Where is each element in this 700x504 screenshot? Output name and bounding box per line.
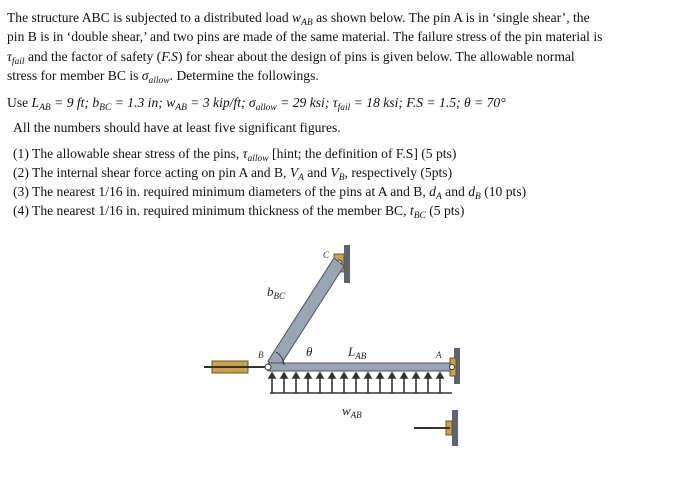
load-arrowhead xyxy=(269,373,275,378)
load-arrowhead xyxy=(389,373,395,378)
question-4: (4) The nearest 1/16 in. required minimum thickness of the member BC, $t_{BC}$ (5 pts) xyxy=(13,203,465,221)
load-arrowhead xyxy=(281,373,287,378)
label-theta: θ xyxy=(306,344,313,359)
load-arrowhead xyxy=(413,373,419,378)
given-sigma-allow: $\sigma_{allow} = 29$ ksi; xyxy=(248,95,333,113)
load-arrowhead xyxy=(353,373,359,378)
member-ab xyxy=(268,363,454,371)
load-arrowhead xyxy=(401,373,407,378)
statement-line-1: The structure ABC is subjected to a distributed load $w_{AB}$ as shown below. The pin A is in ‘single shear’, the xyxy=(7,10,590,28)
support-c-wall xyxy=(344,245,350,283)
question-2: (2) The internal shear force acting on pin A and B, $V_A$ and $V_B$, respectively (5pts) xyxy=(13,165,453,183)
given-values: Use $L_{AB} = 9$ ft; $b_{BC} = 1.3$ in; $w_{AB} = 3$ kip/ft; $\sigma_{allow} = 29$ ksi; $\tau_{fail} = 18$ ksi; F.S = 1.5; θ = 70° xyxy=(7,95,506,113)
structure-figure xyxy=(200,240,500,499)
load-arrowhead xyxy=(341,373,347,378)
label-lab: $L_{AB}$ xyxy=(348,344,367,361)
given-fs: F.S = 1.5; xyxy=(406,95,464,110)
sig-fig-note: All the numbers should have at least five significant figures. xyxy=(13,120,341,135)
load-arrowhead xyxy=(317,373,323,378)
statement-line-3: $\tau_{fail}$ and the factor of safety (F.S) for shear about the design of pins is given below. The allowable normal xyxy=(7,48,575,67)
given-tau-fail: $\tau_{fail} = 18$ ksi; xyxy=(332,95,407,113)
question-list xyxy=(13,144,526,220)
load-arrowhead xyxy=(377,373,383,378)
load-arrowhead xyxy=(305,373,311,378)
load-arrowhead xyxy=(437,373,443,378)
statement-line-4: stress for member BC is $\sigma_{allow}$. Determine the followings. xyxy=(7,68,319,87)
pin-a-icon xyxy=(450,365,455,370)
load-arrowhead xyxy=(293,373,299,378)
given-bbc: $b_{BC} = 1.3$ in; xyxy=(92,95,167,113)
load-arrowhead xyxy=(425,373,431,378)
given-wab: $w_{AB} = 3$ kip/ft; xyxy=(166,95,249,113)
distributed-load xyxy=(269,373,452,393)
label-a: A xyxy=(436,350,442,360)
detail-wall xyxy=(452,410,458,446)
load-arrowhead xyxy=(329,373,335,378)
label-bbc: $b_{BC}$ xyxy=(267,284,286,301)
label-b: B xyxy=(258,350,264,360)
problem-statement xyxy=(7,8,691,86)
given-lab: $L_{AB} = 9$ ft; xyxy=(31,95,93,113)
question-1: (1) The allowable shear stress of the pins, $\tau_{allow}$ [hint; the definition of F.S] (5 pts) xyxy=(13,146,457,164)
statement-line-2: pin B is in ‘double shear,’ and two pins are made of the same material. The failure stress of the pin material is xyxy=(7,29,603,45)
label-c: C xyxy=(323,250,330,260)
load-arrowhead xyxy=(365,373,371,378)
structure-diagram xyxy=(200,240,500,499)
pin-b-icon xyxy=(265,364,271,370)
question-3: (3) The nearest 1/16 in. required minimum diameters of the pins at A and B, $d_A$ and $d_B$ (10 pts) xyxy=(13,184,527,202)
label-wab: $w_{AB}$ xyxy=(342,403,362,420)
given-theta: θ = 70° xyxy=(463,95,506,110)
